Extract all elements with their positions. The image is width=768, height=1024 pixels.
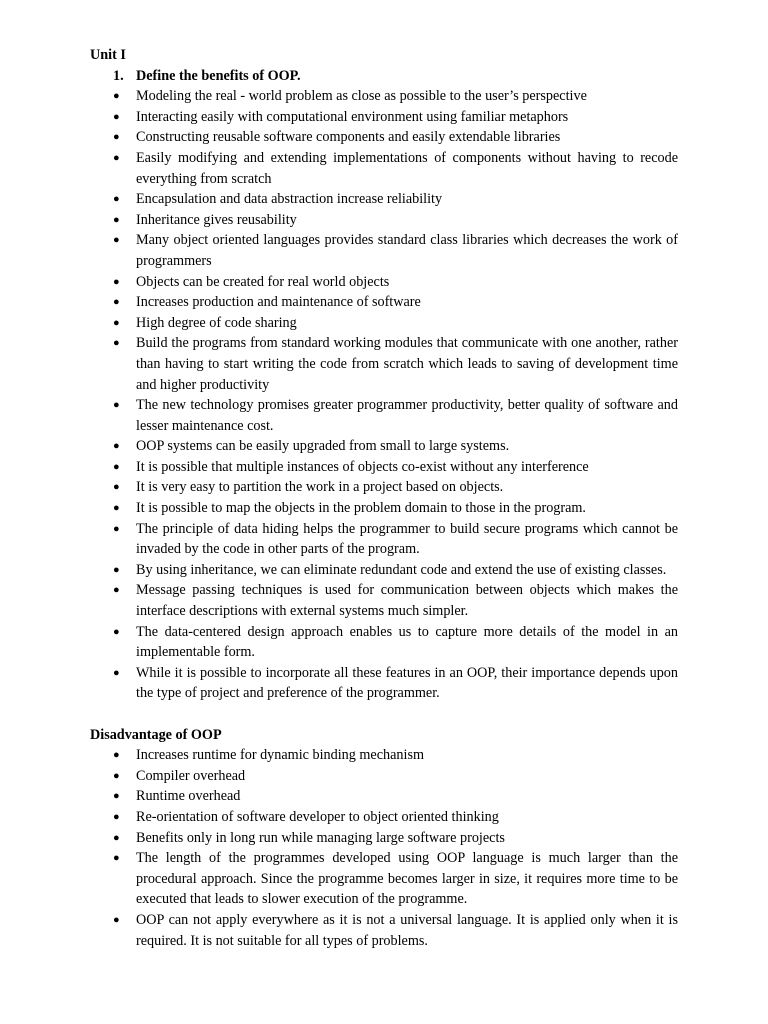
list-item-text: It is very easy to partition the work in a project based on objects.	[136, 479, 504, 496]
bullet-icon: ●	[113, 275, 120, 288]
bullet-icon: ●	[113, 810, 120, 823]
unit-title: Unit I	[90, 47, 126, 63]
bullet-icon: ●	[113, 110, 120, 123]
section-spacer	[90, 704, 678, 725]
bullet-icon: ●	[113, 151, 120, 164]
list-item-text: By using inheritance, we can eliminate redundant code and extend the use of existing classes.	[136, 561, 667, 578]
list-item	[90, 333, 678, 395]
list-item-text: It is possible to map the objects in the problem domain to those in the program.	[136, 500, 586, 517]
list-item-text: Runtime overhead	[136, 788, 241, 805]
bullet-icon: ●	[113, 234, 120, 247]
list-item	[90, 148, 678, 189]
bullet-icon: ●	[113, 522, 120, 535]
list-item-text: Build the programs from standard working modules that communicate with one another, rather than having to start writing the code from scratch which leads to saving of development time and higher productivity	[136, 335, 678, 393]
list-item-text: The data-centered design approach enables us to capture more details of the model in an implementable form.	[136, 623, 678, 661]
bullet-icon: ●	[113, 831, 120, 844]
disadvantages-list	[90, 745, 678, 951]
question-heading	[113, 66, 678, 87]
list-item-text: The principle of data hiding helps the programmer to build secure programs which cannot be invaded by the code in other parts of the program.	[136, 520, 678, 558]
list-item-text: While it is possible to incorporate all these features in an OOP, their importance depends upon the type of project and preference of the programmer.	[136, 664, 678, 702]
list-item-text: High degree of code sharing	[136, 314, 297, 331]
bullet-icon: ●	[113, 131, 120, 144]
bullet-icon: ●	[113, 625, 120, 638]
bullet-icon: ●	[113, 460, 120, 473]
list-item	[90, 807, 678, 828]
question-number: 1.	[113, 67, 124, 84]
list-item	[90, 745, 678, 766]
list-item-text: OOP systems can be easily upgraded from small to large systems.	[136, 438, 510, 455]
list-item	[90, 272, 678, 293]
bullet-icon: ●	[113, 316, 120, 329]
list-item-text: Objects can be created for real world objects	[136, 273, 390, 290]
bullet-icon: ●	[113, 666, 120, 679]
bullet-icon: ●	[113, 440, 120, 453]
list-item-text: The length of the programmes developed using OOP language is much larger than the procedural approach. Since the programme becomes larger in size, it requires more time to be executed that leads to slower execution of the programme.	[136, 850, 678, 908]
list-item-text: Benefits only in long run while managing large software projects	[136, 829, 505, 846]
bullet-icon: ●	[113, 790, 120, 803]
bullet-icon: ●	[113, 90, 120, 103]
list-item-text: Increases runtime for dynamic binding mechanism	[136, 747, 424, 764]
bullet-icon: ●	[113, 769, 120, 782]
list-item-text: Constructing reusable software components and easily extendable libraries	[136, 129, 561, 146]
bullet-icon: ●	[113, 337, 120, 350]
list-item	[90, 127, 678, 148]
bullet-icon: ●	[113, 481, 120, 494]
benefits-list	[90, 86, 678, 704]
list-item	[90, 189, 678, 210]
bullet-icon: ●	[113, 584, 120, 597]
list-item-text: Increases production and maintenance of software	[136, 294, 421, 311]
bullet-icon: ●	[113, 852, 120, 865]
list-item	[90, 457, 678, 478]
list-item	[90, 477, 678, 498]
list-item-text: Many object oriented languages provides standard class libraries which decreases the work of programmers	[136, 232, 678, 269]
list-item-text: Easily modifying and extending implementations of components without having to recode everything from scratch	[136, 149, 678, 187]
list-item	[90, 848, 678, 910]
list-item	[90, 580, 678, 621]
bullet-icon: ●	[113, 213, 120, 226]
bullet-icon: ●	[113, 193, 120, 206]
list-item	[90, 292, 678, 313]
list-item	[90, 210, 678, 231]
list-item	[90, 230, 678, 271]
bullet-icon: ●	[113, 749, 120, 762]
bullet-icon: ●	[113, 502, 120, 515]
bullet-icon: ●	[113, 296, 120, 309]
list-item-text: Encapsulation and data abstraction increase reliability	[136, 191, 443, 208]
list-item	[90, 786, 678, 807]
list-item	[90, 107, 678, 128]
list-item	[90, 395, 678, 436]
question-text: Define the benefits of OOP.	[136, 67, 301, 84]
list-item-text: Interacting easily with computational environment using familiar metaphors	[136, 108, 569, 125]
list-item-text: OOP can not apply everywhere as it is not a universal language. It is applied only when it is required. It is not suitable for all types of problems.	[136, 911, 678, 949]
list-item-text: The new technology promises greater programmer productivity, better quality of software and lesser maintenance cost.	[136, 397, 678, 434]
disadvantages-title: Disadvantage of OOP	[90, 726, 222, 743]
bullet-icon: ●	[113, 913, 120, 926]
list-item	[90, 910, 678, 951]
list-item	[90, 622, 678, 663]
list-item-text: Message passing techniques is used for communication between objects which makes the interface descriptions with external systems much simpler.	[136, 582, 678, 620]
list-item-text: It is possible that multiple instances of objects co-exist without any interference	[136, 458, 589, 475]
list-item	[90, 663, 678, 704]
list-item	[90, 828, 678, 849]
list-item-text: Compiler overhead	[136, 767, 246, 784]
bullet-icon: ●	[113, 563, 120, 576]
list-item	[90, 436, 678, 457]
list-item	[90, 766, 678, 787]
list-item	[90, 498, 678, 519]
list-item	[90, 560, 678, 581]
list-item-text: Inheritance gives reusability	[136, 211, 297, 228]
list-item-text: Modeling the real - world problem as close as possible to the user’s perspective	[136, 88, 587, 105]
bullet-icon: ●	[113, 399, 120, 412]
list-item	[90, 86, 678, 107]
list-item-text: Re-orientation of software developer to object oriented thinking	[136, 808, 499, 825]
list-item	[90, 313, 678, 334]
list-item	[90, 519, 678, 560]
